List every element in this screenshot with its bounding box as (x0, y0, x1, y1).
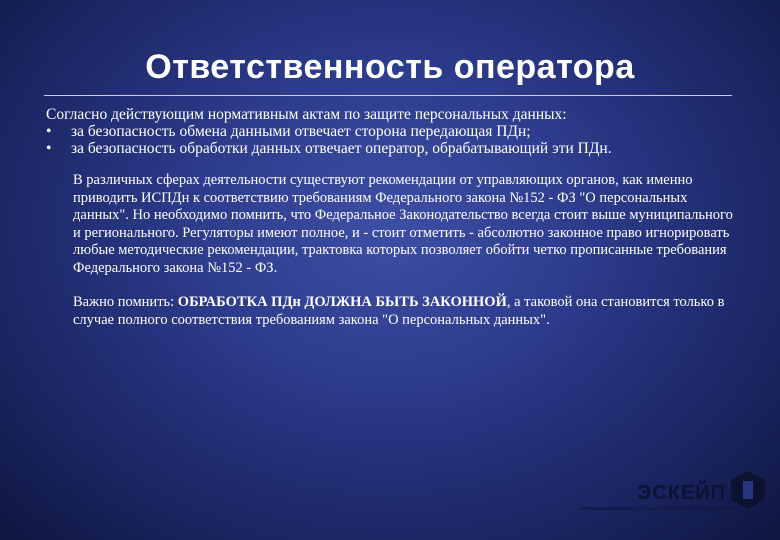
logo-tagline: автоматизированные системы УПРАВЛЕНИЯ предприятием (579, 506, 734, 512)
logo-wordmark: ЭСКЕЙП (637, 482, 726, 504)
important-rest: , а таковой она становится только в случае полного соответствия требованиям закона "О персональных данных". (73, 294, 725, 328)
bullet-text: за безопасность обработки данных отвечает оператор, обрабатывающий эти ПДн. (71, 140, 612, 157)
slide-title: Ответственность оператора (145, 48, 635, 86)
slide-body (46, 106, 736, 329)
title-divider (44, 95, 732, 96)
bullet-item (46, 123, 736, 140)
bullet-marker: • (46, 123, 52, 140)
bullet-text: за безопасность обмена данными отвечает сторона передающая ПДн; (71, 123, 531, 140)
bullet-item (46, 140, 736, 157)
bullet-list (46, 123, 736, 157)
recommendations-paragraph: В различных сферах деятельности существуют рекомендации от управляющих органов, как именно приводить ИСПДн к соответствию требованиям Федерального закона №152 - ФЗ "О персональных данных". Но необходимо помнить, что Федеральное Законодательство всегда стоит выше муниципального и регионального. Регуляторы имеют полное, и - стоит отметить - абсолютно законное право игнорировать любые методические рекомендации, трактовка которых позволяет обойти четко прописанные требования Федерального закона №152 - ФЗ. (73, 172, 733, 276)
important-emphasis: ОБРАБОТКА ПДн ДОЛЖНА БЫТЬ ЗАКОННОЙ (177, 294, 507, 310)
company-logo (550, 466, 772, 516)
important-paragraph (46, 294, 736, 329)
bullet-marker: • (46, 140, 52, 157)
intro-text: Согласно действующим нормативным актам по защите персональных данных: (46, 106, 567, 123)
hexagon-logo-icon (728, 470, 768, 515)
important-lead: Важно помнить: (73, 294, 178, 310)
